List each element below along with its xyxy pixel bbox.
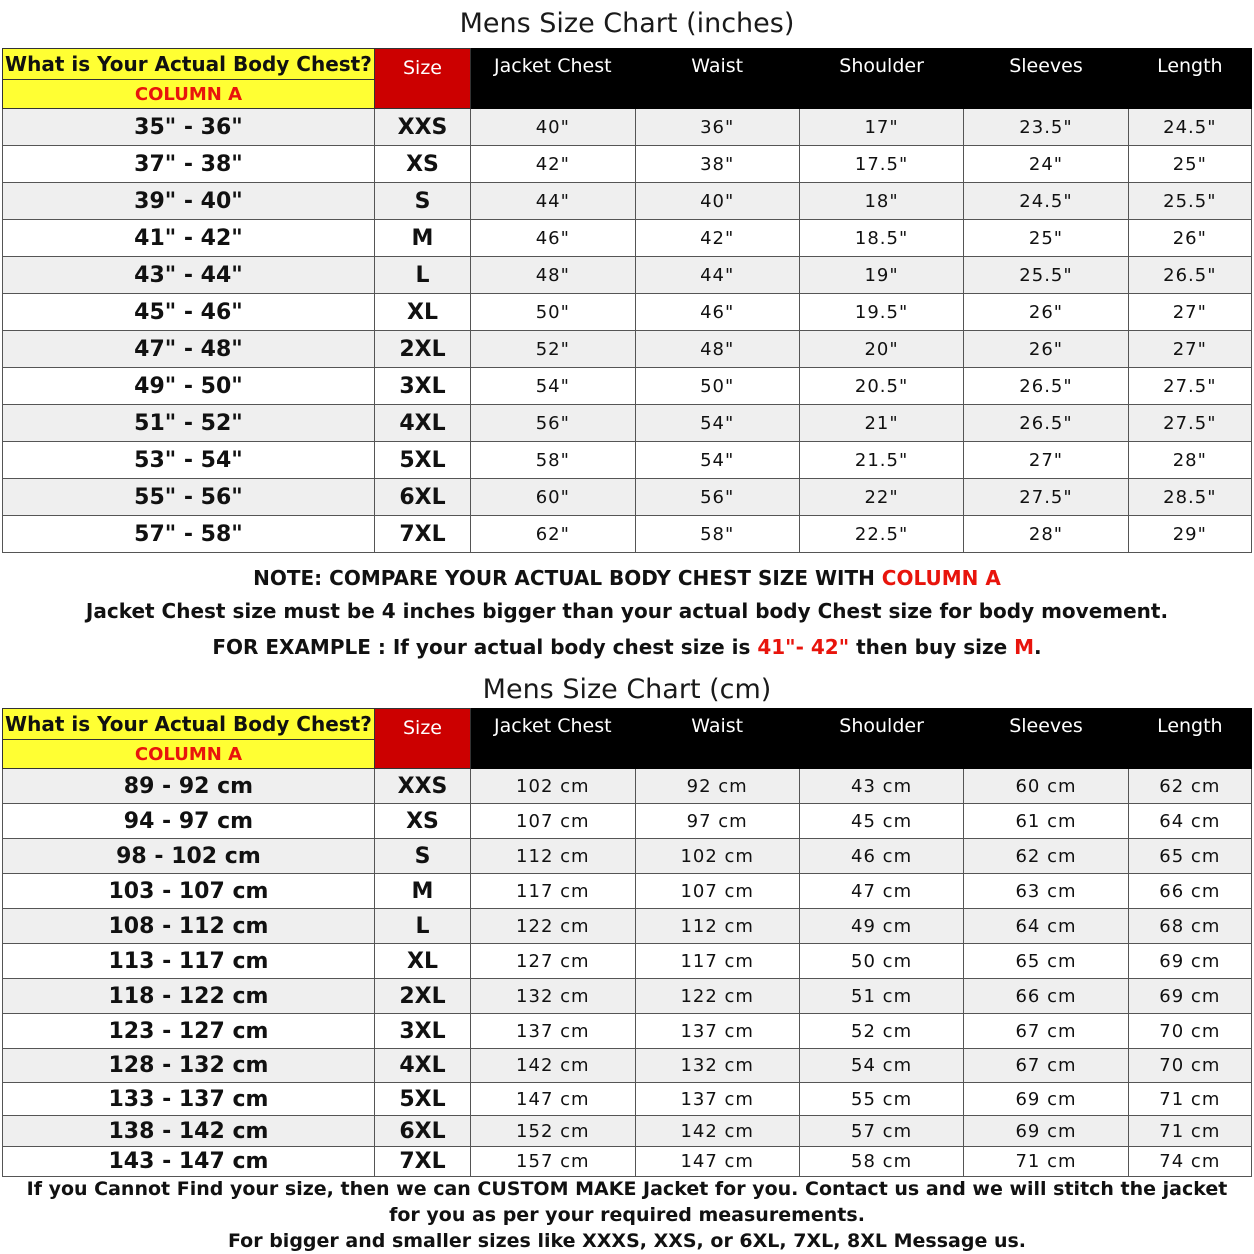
sleeves-cell: 24.5" [964,183,1128,220]
waist-cell: 137 cm [635,1014,799,1049]
sleeves-cell: 26" [964,331,1128,368]
shoulder-cell: 57 cm [799,1116,963,1147]
size-row [3,331,1252,368]
size-row [3,839,1252,874]
length-cell: 25" [1128,146,1251,183]
jacket-chest-cell: 62" [471,516,635,553]
size-row [3,257,1252,294]
jacket-chest-cell: 54" [471,368,635,405]
header-size: Size [374,49,470,109]
shoulder-cell: 50 cm [799,944,963,979]
jacket-chest-cell: 137 cm [471,1014,635,1049]
jacket-chest-cell: 48" [471,257,635,294]
size-row [3,1083,1252,1116]
footer-line-2: for you as per your required measurements. [389,1204,865,1226]
sleeves-cell: 60 cm [964,769,1128,804]
waist-cell: 112 cm [635,909,799,944]
size-cell: XS [374,804,470,839]
sleeves-cell: 63 cm [964,874,1128,909]
size-row [3,874,1252,909]
sleeves-cell: 25" [964,220,1128,257]
sleeves-cell: 67 cm [964,1014,1128,1049]
body-chest-cell: 113 - 117 cm [3,944,375,979]
length-cell: 24.5" [1128,109,1251,146]
shoulder-cell: 19.5" [799,294,963,331]
header-sleeves: Sleeves [964,49,1128,109]
sleeves-cell: 69 cm [964,1116,1128,1147]
body-chest-cell: 89 - 92 cm [3,769,375,804]
inches-table-body [3,109,1252,553]
header-length: Length [1128,49,1251,109]
waist-cell: 50" [635,368,799,405]
header-waist: Waist [635,709,799,769]
size-cell: 7XL [374,516,470,553]
shoulder-cell: 43 cm [799,769,963,804]
size-row [3,979,1252,1014]
waist-cell: 56" [635,479,799,516]
cm-table-body [3,769,1252,1177]
length-cell: 27" [1128,331,1251,368]
size-row [3,368,1252,405]
cm-chart-title: Mens Size Chart (cm) [482,674,772,705]
sleeves-cell: 64 cm [964,909,1128,944]
inches-size-table [2,48,1252,553]
sleeves-cell: 26" [964,294,1128,331]
shoulder-cell: 17" [799,109,963,146]
size-cell: 4XL [374,405,470,442]
jacket-chest-cell: 152 cm [471,1116,635,1147]
waist-cell: 42" [635,220,799,257]
length-cell: 26" [1128,220,1251,257]
shoulder-cell: 46 cm [799,839,963,874]
body-chest-cell: 57" - 58" [3,516,375,553]
sleeves-cell: 71 cm [964,1147,1128,1177]
cm-size-table [2,708,1252,1177]
length-cell: 28.5" [1128,479,1251,516]
size-row [3,442,1252,479]
jacket-chest-cell: 52" [471,331,635,368]
shoulder-cell: 47 cm [799,874,963,909]
body-chest-cell: 37" - 38" [3,146,375,183]
header-jacket-chest: Jacket Chest [471,709,635,769]
sleeves-cell: 67 cm [964,1049,1128,1083]
sleeves-cell: 61 cm [964,804,1128,839]
shoulder-cell: 54 cm [799,1049,963,1083]
body-chest-cell: 53" - 54" [3,442,375,479]
footer-notice [0,1176,1254,1254]
size-cell: 4XL [374,1049,470,1083]
shoulder-cell: 21.5" [799,442,963,479]
size-cell: XL [374,944,470,979]
size-cell: S [374,839,470,874]
body-chest-cell: 49" - 50" [3,368,375,405]
jacket-chest-cell: 50" [471,294,635,331]
waist-cell: 44" [635,257,799,294]
waist-cell: 107 cm [635,874,799,909]
waist-cell: 54" [635,405,799,442]
size-cell: 2XL [374,331,470,368]
jacket-chest-cell: 40" [471,109,635,146]
sleeves-cell: 28" [964,516,1128,553]
shoulder-cell: 22" [799,479,963,516]
waist-cell: 132 cm [635,1049,799,1083]
size-cell: 7XL [374,1147,470,1177]
size-cell: 3XL [374,368,470,405]
size-row [3,109,1252,146]
jacket-chest-cell: 56" [471,405,635,442]
shoulder-cell: 18" [799,183,963,220]
waist-cell: 36" [635,109,799,146]
length-cell: 71 cm [1128,1116,1251,1147]
header-actual-chest: What is Your Actual Body Chest? [3,709,375,740]
sleeves-cell: 27.5" [964,479,1128,516]
waist-cell: 54" [635,442,799,479]
body-chest-cell: 108 - 112 cm [3,909,375,944]
length-cell: 69 cm [1128,979,1251,1014]
shoulder-cell: 18.5" [799,220,963,257]
size-cell: 2XL [374,979,470,1014]
sleeves-cell: 65 cm [964,944,1128,979]
size-row [3,1014,1252,1049]
waist-cell: 97 cm [635,804,799,839]
waist-cell: 48" [635,331,799,368]
size-row [3,769,1252,804]
length-cell: 25.5" [1128,183,1251,220]
shoulder-cell: 17.5" [799,146,963,183]
shoulder-cell: 19" [799,257,963,294]
body-chest-cell: 39" - 40" [3,183,375,220]
header-waist: Waist [635,49,799,109]
length-cell: 68 cm [1128,909,1251,944]
waist-cell: 147 cm [635,1147,799,1177]
header-actual-chest: What is Your Actual Body Chest? [3,49,375,80]
note-line-2: Jacket Chest size must be 4 inches bigger than your actual body Chest size for body movement. [85,599,1169,623]
body-chest-cell: 51" - 52" [3,405,375,442]
size-cell: 3XL [374,1014,470,1049]
length-cell: 62 cm [1128,769,1251,804]
body-chest-cell: 143 - 147 cm [3,1147,375,1177]
sleeves-cell: 26.5" [964,405,1128,442]
sleeves-cell: 62 cm [964,839,1128,874]
sleeves-cell: 69 cm [964,1083,1128,1116]
waist-cell: 38" [635,146,799,183]
length-cell: 29" [1128,516,1251,553]
size-row [3,405,1252,442]
length-cell: 71 cm [1128,1083,1251,1116]
sleeves-cell: 26.5" [964,368,1128,405]
header-size: Size [374,709,470,769]
shoulder-cell: 22.5" [799,516,963,553]
jacket-chest-cell: 46" [471,220,635,257]
waist-cell: 58" [635,516,799,553]
size-cell: XL [374,294,470,331]
shoulder-cell: 55 cm [799,1083,963,1116]
jacket-chest-cell: 42" [471,146,635,183]
size-cell: 6XL [374,479,470,516]
waist-cell: 102 cm [635,839,799,874]
length-cell: 65 cm [1128,839,1251,874]
size-row [3,909,1252,944]
body-chest-cell: 45" - 46" [3,294,375,331]
size-row [3,479,1252,516]
example-size: M [1014,635,1035,659]
jacket-chest-cell: 122 cm [471,909,635,944]
jacket-chest-cell: 60" [471,479,635,516]
size-cell: M [374,874,470,909]
length-cell: 27" [1128,294,1251,331]
size-row [3,183,1252,220]
size-row [3,1049,1252,1083]
size-cell: L [374,257,470,294]
waist-cell: 117 cm [635,944,799,979]
size-row [3,1116,1252,1147]
jacket-chest-cell: 157 cm [471,1147,635,1177]
jacket-chest-cell: 112 cm [471,839,635,874]
shoulder-cell: 21" [799,405,963,442]
shoulder-cell: 20.5" [799,368,963,405]
header-sleeves: Sleeves [964,709,1128,769]
jacket-chest-cell: 107 cm [471,804,635,839]
jacket-chest-cell: 44" [471,183,635,220]
shoulder-cell: 52 cm [799,1014,963,1049]
body-chest-cell: 98 - 102 cm [3,839,375,874]
waist-cell: 137 cm [635,1083,799,1116]
inches-chart-title: Mens Size Chart (inches) [459,8,795,39]
length-cell: 70 cm [1128,1049,1251,1083]
header-shoulder: Shoulder [799,709,963,769]
length-cell: 69 cm [1128,944,1251,979]
size-cell: S [374,183,470,220]
size-cell: L [374,909,470,944]
body-chest-cell: 138 - 142 cm [3,1116,375,1147]
jacket-chest-cell: 132 cm [471,979,635,1014]
example-range: 41"- 42" [757,635,850,659]
length-cell: 66 cm [1128,874,1251,909]
note-line-3 [0,635,1254,659]
jacket-chest-cell: 58" [471,442,635,479]
header-length: Length [1128,709,1251,769]
length-cell: 74 cm [1128,1147,1251,1177]
jacket-chest-cell: 147 cm [471,1083,635,1116]
example-mid: then buy size [849,635,1015,659]
sleeves-cell: 66 cm [964,979,1128,1014]
shoulder-cell: 20" [799,331,963,368]
length-cell: 27.5" [1128,405,1251,442]
body-chest-cell: 123 - 127 cm [3,1014,375,1049]
note-column-a: COLUMN A [881,566,1001,590]
length-cell: 27.5" [1128,368,1251,405]
waist-cell: 142 cm [635,1116,799,1147]
body-chest-cell: 94 - 97 cm [3,804,375,839]
size-row [3,804,1252,839]
note-line-1 [0,566,1254,590]
example-end: . [1034,635,1042,659]
example-text: FOR EXAMPLE : If your actual body chest size is [212,635,758,659]
length-cell: 64 cm [1128,804,1251,839]
size-row [3,1147,1252,1177]
size-row [3,146,1252,183]
size-row [3,294,1252,331]
size-cell: 5XL [374,442,470,479]
shoulder-cell: 45 cm [799,804,963,839]
length-cell: 26.5" [1128,257,1251,294]
size-row [3,516,1252,553]
sleeves-cell: 24" [964,146,1128,183]
body-chest-cell: 103 - 107 cm [3,874,375,909]
length-cell: 70 cm [1128,1014,1251,1049]
size-cell: 6XL [374,1116,470,1147]
sleeves-cell: 23.5" [964,109,1128,146]
shoulder-cell: 49 cm [799,909,963,944]
shoulder-cell: 51 cm [799,979,963,1014]
note-text: NOTE: COMPARE YOUR ACTUAL BODY CHEST SIZE WITH [253,566,882,590]
jacket-chest-cell: 142 cm [471,1049,635,1083]
sleeves-cell: 27" [964,442,1128,479]
header-column-a: COLUMN A [3,740,375,769]
body-chest-cell: 41" - 42" [3,220,375,257]
jacket-chest-cell: 117 cm [471,874,635,909]
waist-cell: 40" [635,183,799,220]
waist-cell: 122 cm [635,979,799,1014]
size-row [3,220,1252,257]
size-cell: M [374,220,470,257]
body-chest-cell: 47" - 48" [3,331,375,368]
header-jacket-chest: Jacket Chest [471,49,635,109]
body-chest-cell: 128 - 132 cm [3,1049,375,1083]
body-chest-cell: 55" - 56" [3,479,375,516]
waist-cell: 46" [635,294,799,331]
body-chest-cell: 133 - 137 cm [3,1083,375,1116]
size-cell: 5XL [374,1083,470,1116]
shoulder-cell: 58 cm [799,1147,963,1177]
waist-cell: 92 cm [635,769,799,804]
body-chest-cell: 118 - 122 cm [3,979,375,1014]
body-chest-cell: 43" - 44" [3,257,375,294]
sleeves-cell: 25.5" [964,257,1128,294]
size-cell: XXS [374,109,470,146]
size-cell: XS [374,146,470,183]
jacket-chest-cell: 127 cm [471,944,635,979]
body-chest-cell: 35" - 36" [3,109,375,146]
header-column-a: COLUMN A [3,80,375,109]
size-row [3,944,1252,979]
jacket-chest-cell: 102 cm [471,769,635,804]
length-cell: 28" [1128,442,1251,479]
header-shoulder: Shoulder [799,49,963,109]
footer-line-1: If you Cannot Find your size, then we can CUSTOM MAKE Jacket for you. Contact us and we will stitch the jacket [26,1178,1228,1200]
size-cell: XXS [374,769,470,804]
footer-line-3: For bigger and smaller sizes like XXXS, XXS, or 6XL, 7XL, 8XL Message us. [227,1230,1027,1252]
